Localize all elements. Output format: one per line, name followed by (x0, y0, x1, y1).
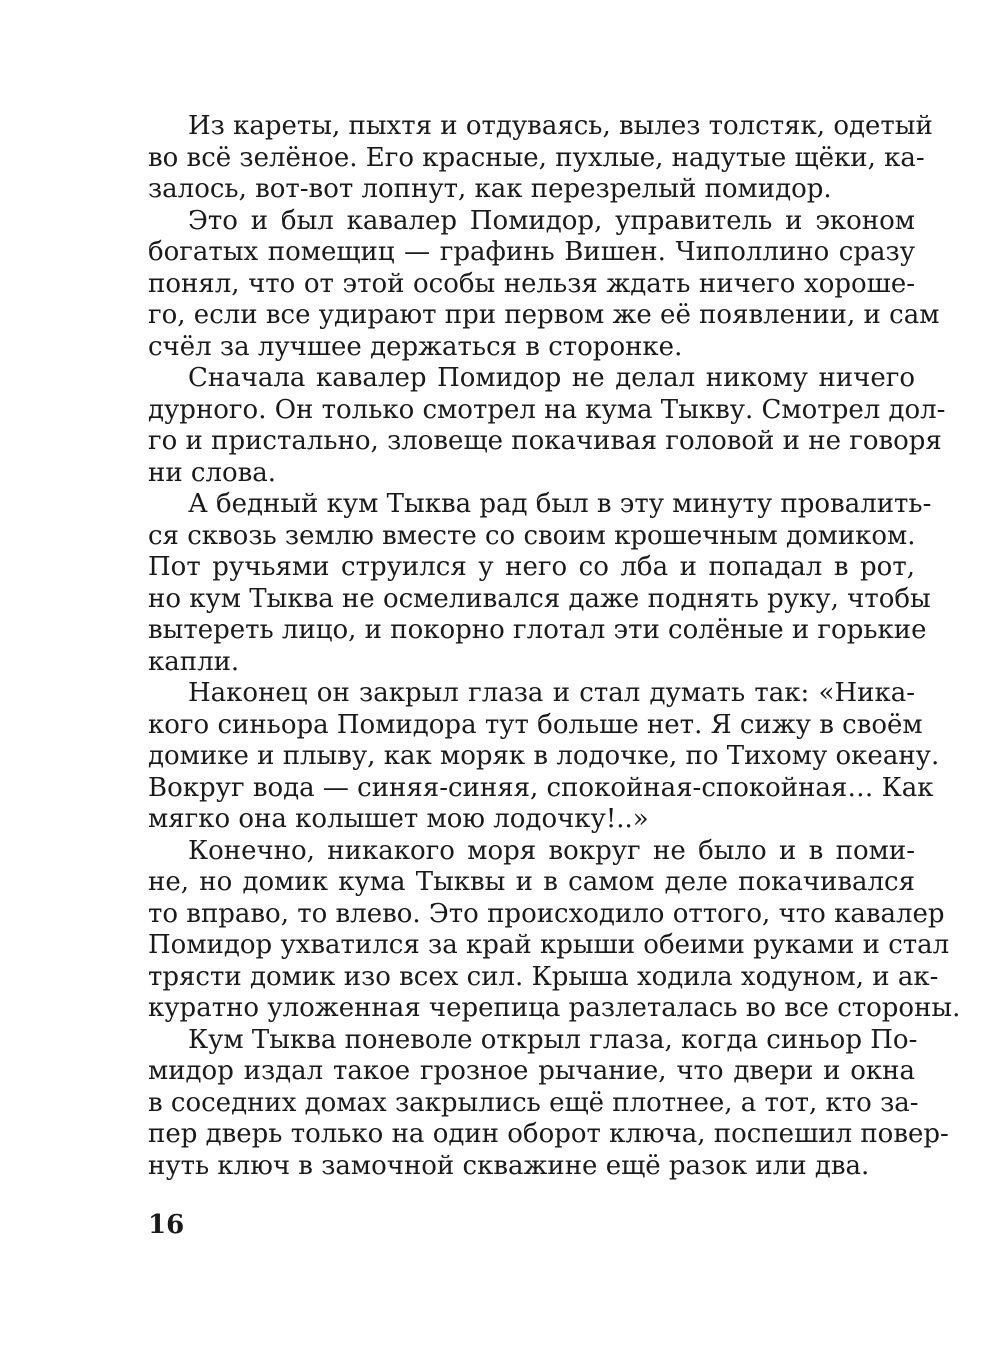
text-line: Конечно, никакого моря вокруг не было и в поми- (188, 835, 915, 866)
text-line: А бедный кум Тыква рад был в эту минуту провалить- (188, 489, 932, 519)
text-line: Пот ручьями струился у него со лба и попадал в рот, (148, 552, 915, 582)
text-line: Наконец он закрыл глаза и стал думать так: «Ника- (188, 678, 915, 708)
text-line: Сначала кавалер Помидор не делал никому ничего (188, 363, 915, 393)
text-line: мидор издал такое грозное рычание, что двери и окна (148, 1056, 915, 1086)
paragraph (148, 678, 940, 836)
text-line: богатых помещиц — графинь Вишен. Чиполлино сразу (148, 237, 915, 267)
text-line: ся сквозь землю вместе со своим крошечным домиком. (148, 520, 916, 551)
text-line: но кум Тыква не осмеливался даже поднять руку, чтобы (148, 583, 931, 614)
paragraph (148, 1024, 949, 1183)
paragraph (148, 111, 933, 206)
paragraph (148, 363, 946, 489)
text-line: не, но домик кума Тыквы и в самом деле покачивался (148, 867, 915, 897)
text-line: пер дверь только на один оборот ключа, поспешил повер- (148, 1119, 949, 1149)
text-line: ни слова. (148, 457, 277, 488)
text-line: во всё зелёное. Его красные, пухлые, надутые щёки, ка- (148, 142, 925, 173)
text-line: залось, вот-вот лопнут, как перезрелый помидор. (148, 174, 832, 204)
text-line: куратно уложенная черепица разлеталась во все стороны. (148, 993, 961, 1023)
text-line: Помидор ухватился за край крыши обеими руками и стал (148, 930, 950, 960)
text-line: понял, что от этой особы нельзя ждать ничего хороше- (148, 268, 915, 299)
text-line: го и пристально, зловеще покачивая головой и не говоря (148, 426, 942, 456)
text-line: го, если все удирают при первом же её появлении, и сам (148, 300, 940, 330)
text-line: нуть ключ в замочной скважине ещё разок или два. (148, 1150, 870, 1181)
text-line: дурного. Он только смотрел на кума Тыкву. Смотрел дол- (148, 394, 946, 425)
text-line: кого синьора Помидора тут больше нет. Я сижу в своём (148, 709, 923, 740)
text-line: вытереть лицо, и покорно глотал эти солёные и горькие (148, 615, 927, 645)
text-line: в соседних домах закрылись ещё плотнее, а тот, кто за- (148, 1087, 919, 1118)
text-line: Кум Тыква поневоле открыл глаза, когда синьор По- (188, 1024, 918, 1055)
text-line: мягко она колышет мою лодочку!..» (148, 804, 649, 834)
text-line: то вправо, то влево. Это происходило оттого, что кавалер (148, 898, 945, 929)
paragraph (148, 489, 932, 678)
body-text (148, 111, 961, 1182)
text-line: трясти домик изо всех сил. Крыша ходила ходуном, и ак- (148, 961, 939, 992)
text-line: счёл за лучшее держаться в сторонке. (148, 331, 683, 362)
page-number: 16 (148, 1210, 185, 1240)
text-line: Вокруг вода — синяя-синяя, спокойная-спокойная… Как (148, 772, 934, 803)
text-line: домике и плыву, как моряк в лодочке, по Тихому океану. (148, 741, 940, 771)
text-line: Из кареты, пыхтя и отдуваясь, вылез толстяк, одетый (188, 111, 933, 141)
paragraph (148, 835, 961, 1025)
paragraph (148, 205, 940, 364)
text-line: капли. (148, 646, 240, 677)
text-line: Это и был кавалер Помидор, управитель и эконом (188, 205, 915, 236)
